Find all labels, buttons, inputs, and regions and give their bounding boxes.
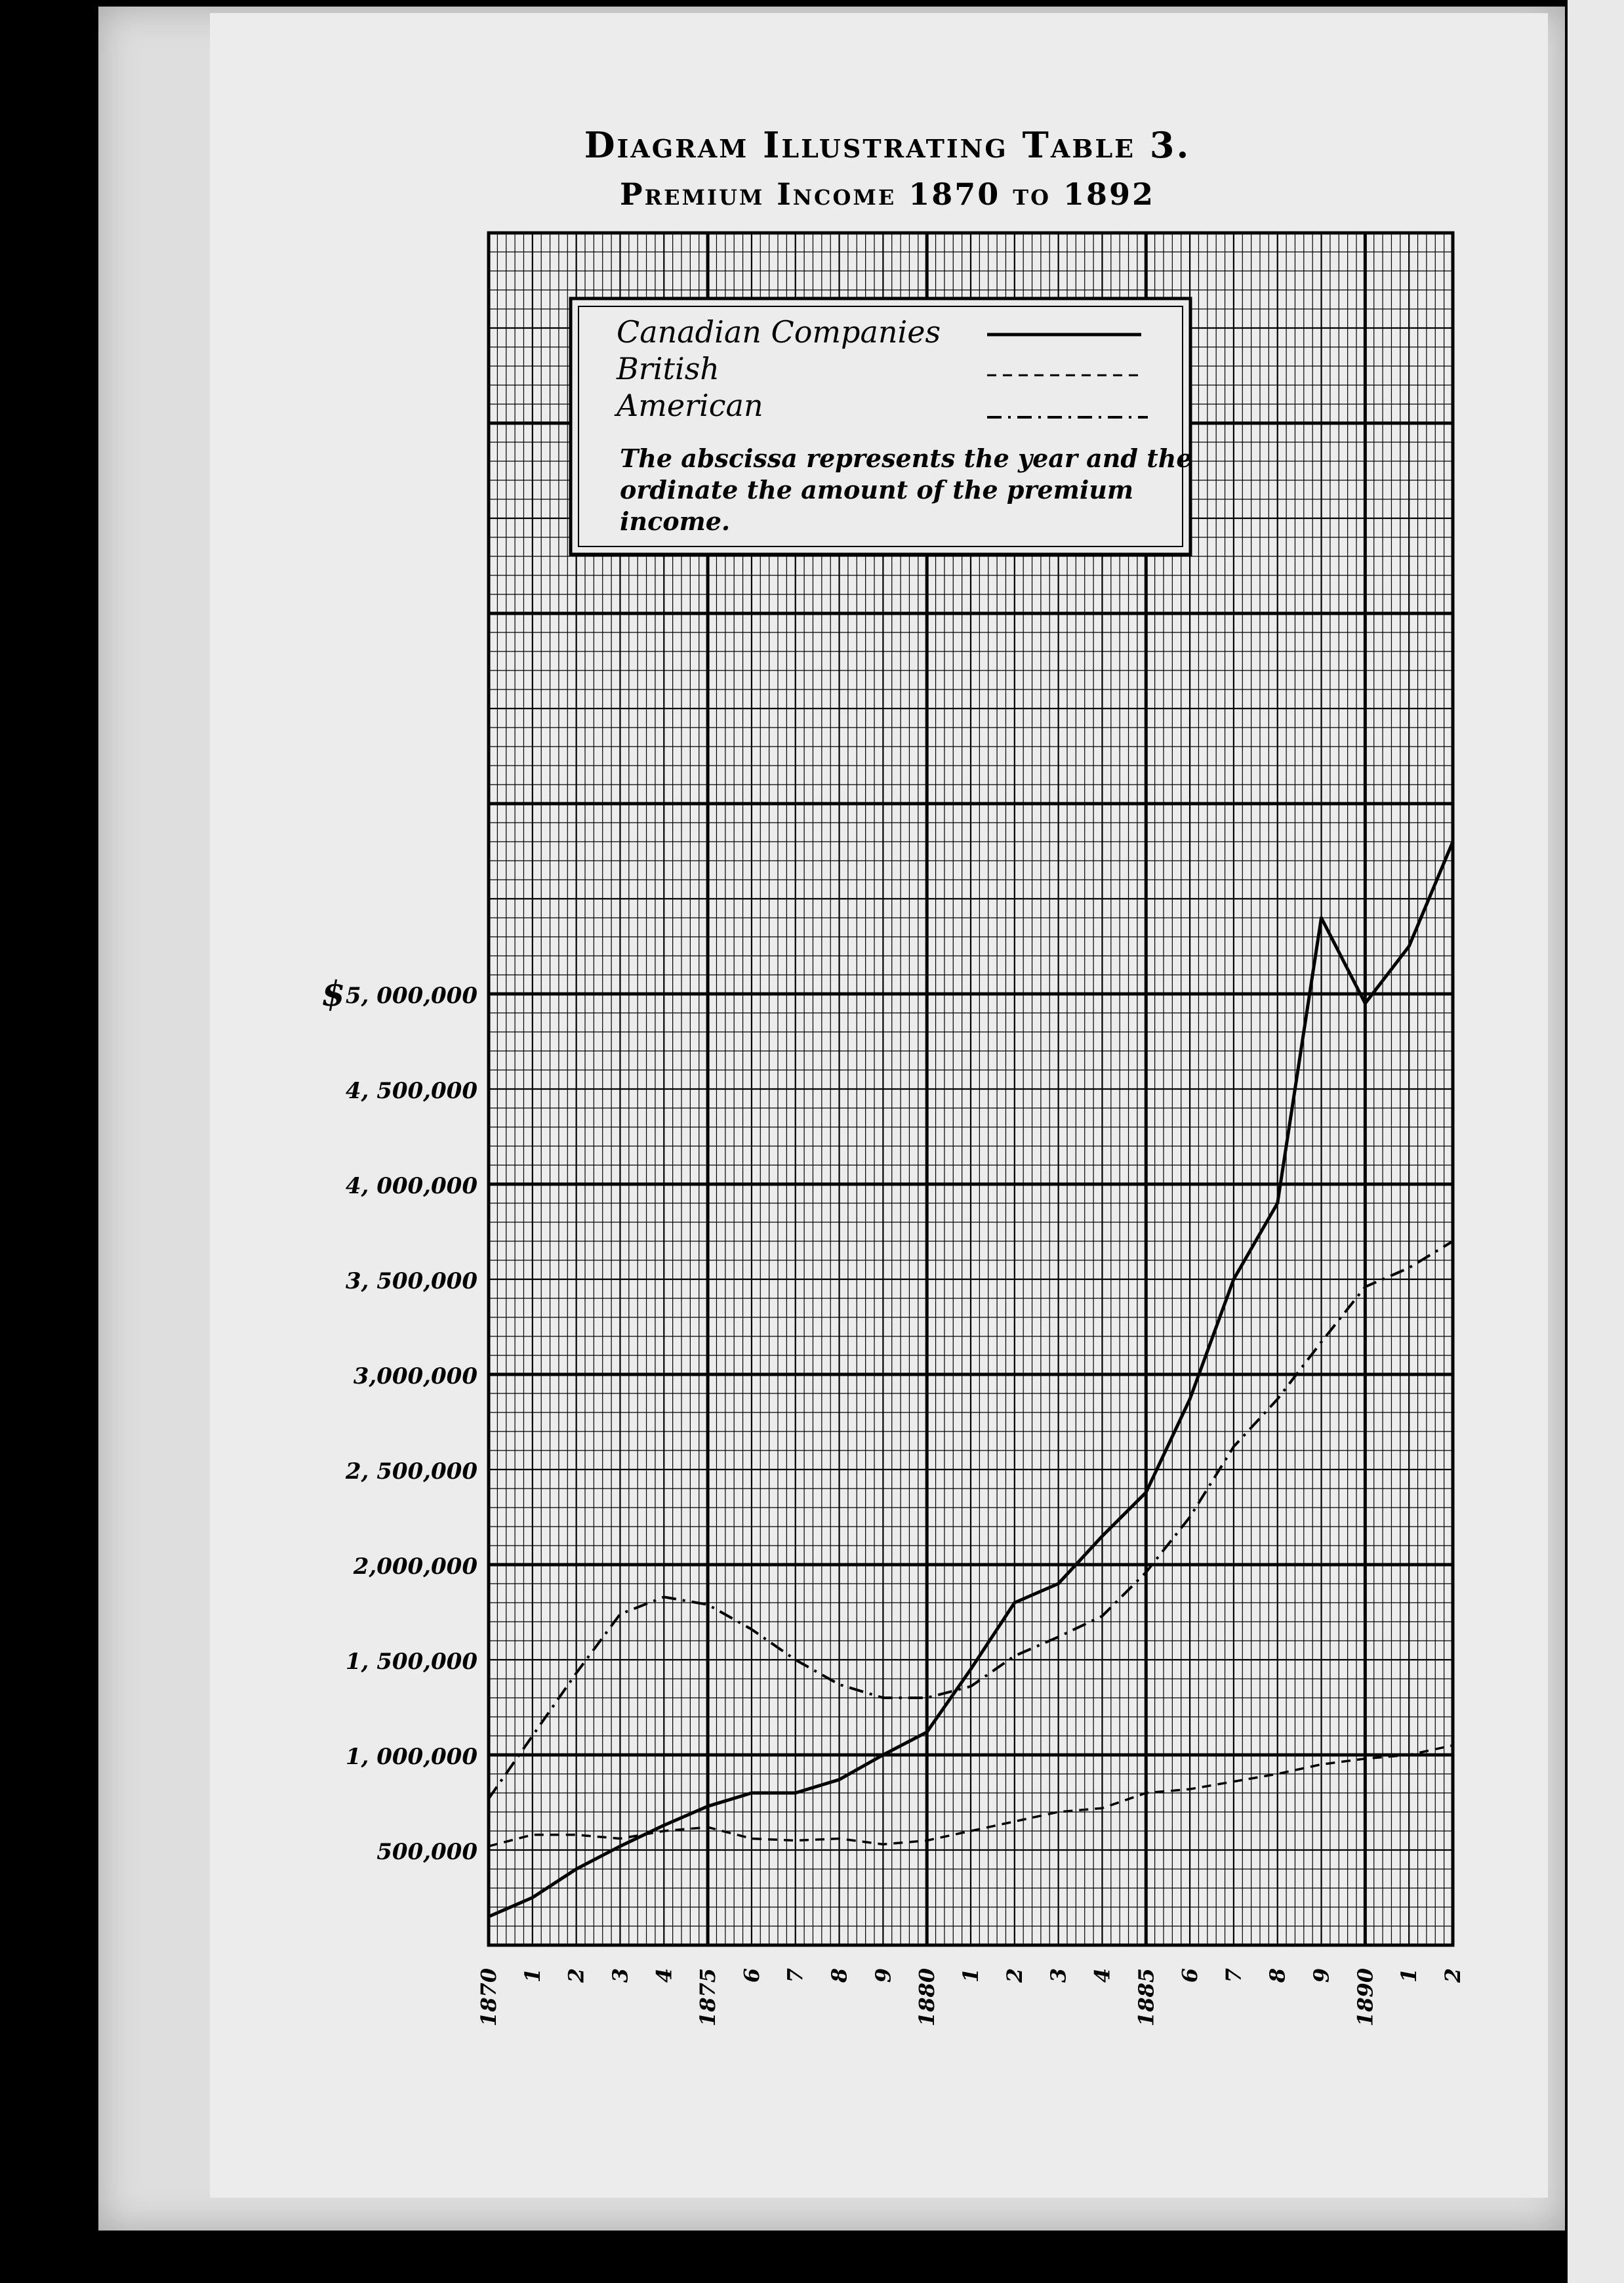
data-point [751,1838,752,1839]
chart-legend [571,298,1192,554]
legend-label-american: American [617,388,763,423]
x-tick-label: 3 [1045,1968,1071,1983]
x-tick-label: 2 [1440,1968,1465,1983]
x-tick-label: 8 [826,1968,852,1983]
x-tick-label: 9 [870,1968,896,1983]
x-tick-label: 1 [958,1968,983,1983]
data-point [576,1834,577,1835]
y-tick-label: 3,000,000 [353,1363,477,1389]
x-tick-label: 4 [651,1968,677,1983]
data-point [1058,1812,1059,1813]
data-point [532,1897,533,1898]
data-point [795,1840,796,1841]
data-point [1321,1764,1322,1765]
x-tick-label: 7 [1221,1968,1246,1983]
x-tick-label: 6 [1177,1968,1203,1983]
data-point [751,1629,752,1630]
x-tick-label: 1880 [914,1968,940,2027]
y-tick-label: 2,000,000 [353,1553,477,1580]
y-tick-label: 5, 000,000 [345,983,477,1009]
data-point [1277,1203,1278,1204]
data-point [751,1793,752,1794]
data-point [1365,1758,1366,1759]
data-point [1146,1793,1147,1794]
x-tick-label: 1875 [695,1968,721,2027]
data-point [1233,1279,1234,1280]
data-point [1146,1572,1147,1573]
y-currency-symbol: $ [321,974,346,1014]
data-point [1409,946,1410,947]
data-point [1014,1821,1015,1822]
x-tick-label: 2 [563,1968,589,1983]
x-tick-label: 9 [1309,1968,1334,1983]
data-point [1365,1286,1366,1287]
y-tick-label: 500,000 [376,1839,477,1865]
data-point [1409,1267,1410,1268]
x-tick-label: 4 [1089,1968,1115,1983]
data-point [1233,1781,1234,1782]
data-point [532,1736,533,1737]
data-point [839,1838,840,1839]
y-tick-label: 4, 500,000 [345,1078,477,1104]
legend-label-canadian: Canadian Companies [617,314,941,350]
y-tick-label: 1, 500,000 [345,1649,477,1675]
x-tick-label: 3 [607,1968,633,1983]
x-tick-label: 1 [519,1968,545,1983]
y-tick-label: 4, 000,000 [345,1173,477,1199]
x-tick-label: 1885 [1133,1968,1159,2027]
data-point [1102,1808,1103,1809]
y-tick-label: 1, 000,000 [345,1744,477,1770]
legend-note: The abscissa represents the year and the ordinate the amount of the premium income. [620,443,1192,536]
y-tick-label: 3, 500,000 [345,1268,477,1294]
x-tick-label: 6 [739,1968,764,1983]
chart-title: Diagram Illustrating Table 3. [584,124,1191,166]
x-tick-label: 2 [1002,1968,1027,1983]
data-point [839,1684,840,1685]
y-tick-label: 2, 500,000 [345,1458,477,1485]
data-point [1409,1755,1410,1756]
data-point [576,1869,577,1870]
x-tick-label: 1 [1396,1968,1422,1983]
data-point [839,1779,840,1780]
x-tick-label: 7 [782,1968,808,1983]
x-tick-label: 8 [1265,1968,1290,1983]
data-point [1277,1774,1278,1775]
x-tick-label: 1870 [476,1968,501,2027]
data-point [795,1793,796,1794]
chart-subtitle: Premium Income 1870 to 1892 [619,176,1156,212]
legend-label-british: British [617,351,720,386]
data-point [576,1673,577,1674]
data-point [1365,1003,1366,1004]
data-point [532,1834,533,1835]
x-tick-label: 1890 [1352,1968,1378,2027]
